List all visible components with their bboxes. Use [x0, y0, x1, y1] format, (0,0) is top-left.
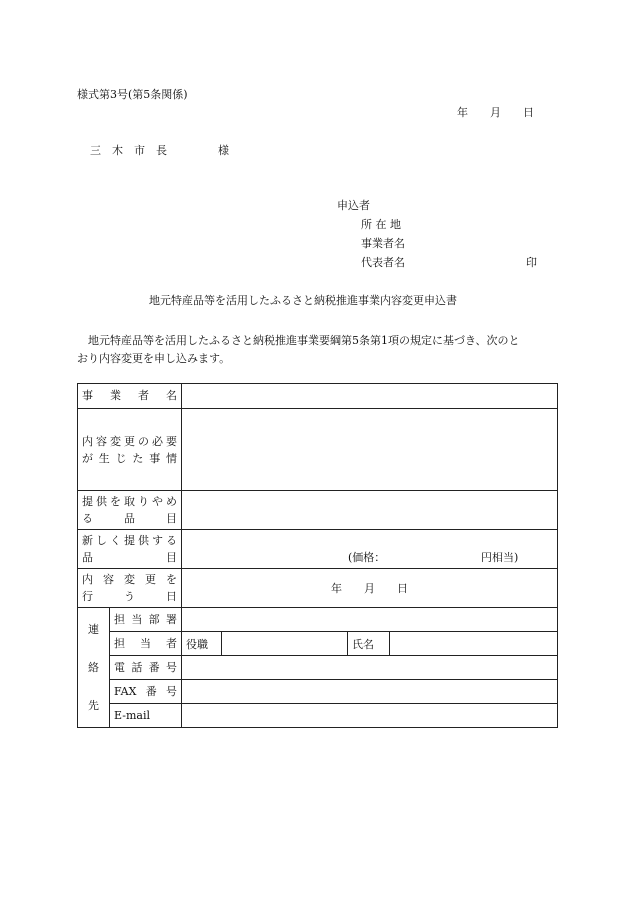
withdrawn-items-label-cell: [78, 491, 182, 530]
phone-label-cell: [110, 656, 182, 680]
contact-group-label: [78, 608, 110, 728]
name-label: 氏名: [352, 637, 374, 651]
fax-field[interactable]: [182, 680, 558, 704]
contact-char-1: 連: [88, 622, 99, 636]
applicant-address-label: 所 在 地: [361, 218, 401, 231]
department-label-cell: [110, 608, 182, 632]
addressee: 三 木 市 長: [90, 144, 167, 157]
withdrawn-items-label-line-2: る品目: [82, 512, 177, 525]
change-reason-field[interactable]: [182, 409, 558, 491]
price-suffix: 円相当): [481, 551, 519, 564]
person-label: 担当者: [114, 636, 177, 650]
new-items-label-line-2: 品目: [82, 551, 177, 564]
name-label-cell: [348, 632, 390, 656]
name-field[interactable]: [390, 632, 558, 656]
body-text-line-1: 地元特産品等を活用したふるさと納税推進事業要綱第5条第1項の規定に基づき、次のと: [88, 334, 520, 347]
addressee-honorific: 様: [218, 144, 229, 157]
change-date-label-cell: [78, 569, 182, 608]
seal-mark: 印: [526, 256, 537, 269]
change-reason-label-cell: [78, 409, 182, 491]
document-title: 地元特産品等を活用したふるさと納税推進事業内容変更申込書: [149, 294, 457, 307]
email-label: E-mail: [114, 708, 150, 722]
post-field[interactable]: [222, 632, 348, 656]
business-name-field[interactable]: [182, 384, 558, 409]
change-date-label-line-2: 行う日: [82, 590, 177, 603]
person-label-cell: [110, 632, 182, 656]
price-prefix: (価格：: [348, 551, 386, 564]
application-form-table: [77, 383, 558, 728]
applicant-business-name-label: 事業者名: [361, 237, 405, 250]
contact-char-3: 先: [88, 698, 99, 712]
phone-field[interactable]: [182, 656, 558, 680]
fax-label: FAX番号: [114, 684, 177, 698]
fax-label-cell: [110, 680, 182, 704]
change-date-text: 年 月 日: [331, 582, 408, 595]
withdrawn-items-label-line-1: 提供を取りやめ: [82, 495, 177, 508]
applicant-heading: 申込者: [337, 199, 370, 212]
form-number: 様式第3号(第5条関係): [77, 88, 188, 101]
business-name-label: 事業者名: [82, 389, 177, 402]
change-reason-label-line-1: 内容変更の必要: [82, 434, 177, 448]
email-label-cell: [110, 704, 182, 728]
department-label: 担当部署: [114, 612, 177, 626]
business-name-label-cell: [78, 384, 182, 409]
phone-label: 電話番号: [114, 660, 177, 674]
withdrawn-items-field[interactable]: [182, 491, 558, 530]
change-reason-label-line-2: が生じた事情: [82, 451, 177, 465]
new-items-label-cell: [78, 530, 182, 569]
applicant-representative-label: 代表者名: [361, 256, 405, 269]
email-field[interactable]: [182, 704, 558, 728]
contact-char-2: 絡: [88, 660, 99, 674]
body-text-line-2: おり内容変更を申し込みます。: [77, 352, 231, 365]
change-date-label-line-1: 内容変更を: [82, 573, 177, 586]
new-items-field[interactable]: [182, 530, 558, 569]
department-field[interactable]: [182, 608, 558, 632]
post-label: 役職: [186, 637, 208, 651]
change-date-field[interactable]: [182, 569, 558, 608]
new-items-label-line-1: 新しく提供する: [82, 534, 177, 547]
date-line: 年 月 日: [457, 106, 534, 119]
post-label-cell: [182, 632, 222, 656]
